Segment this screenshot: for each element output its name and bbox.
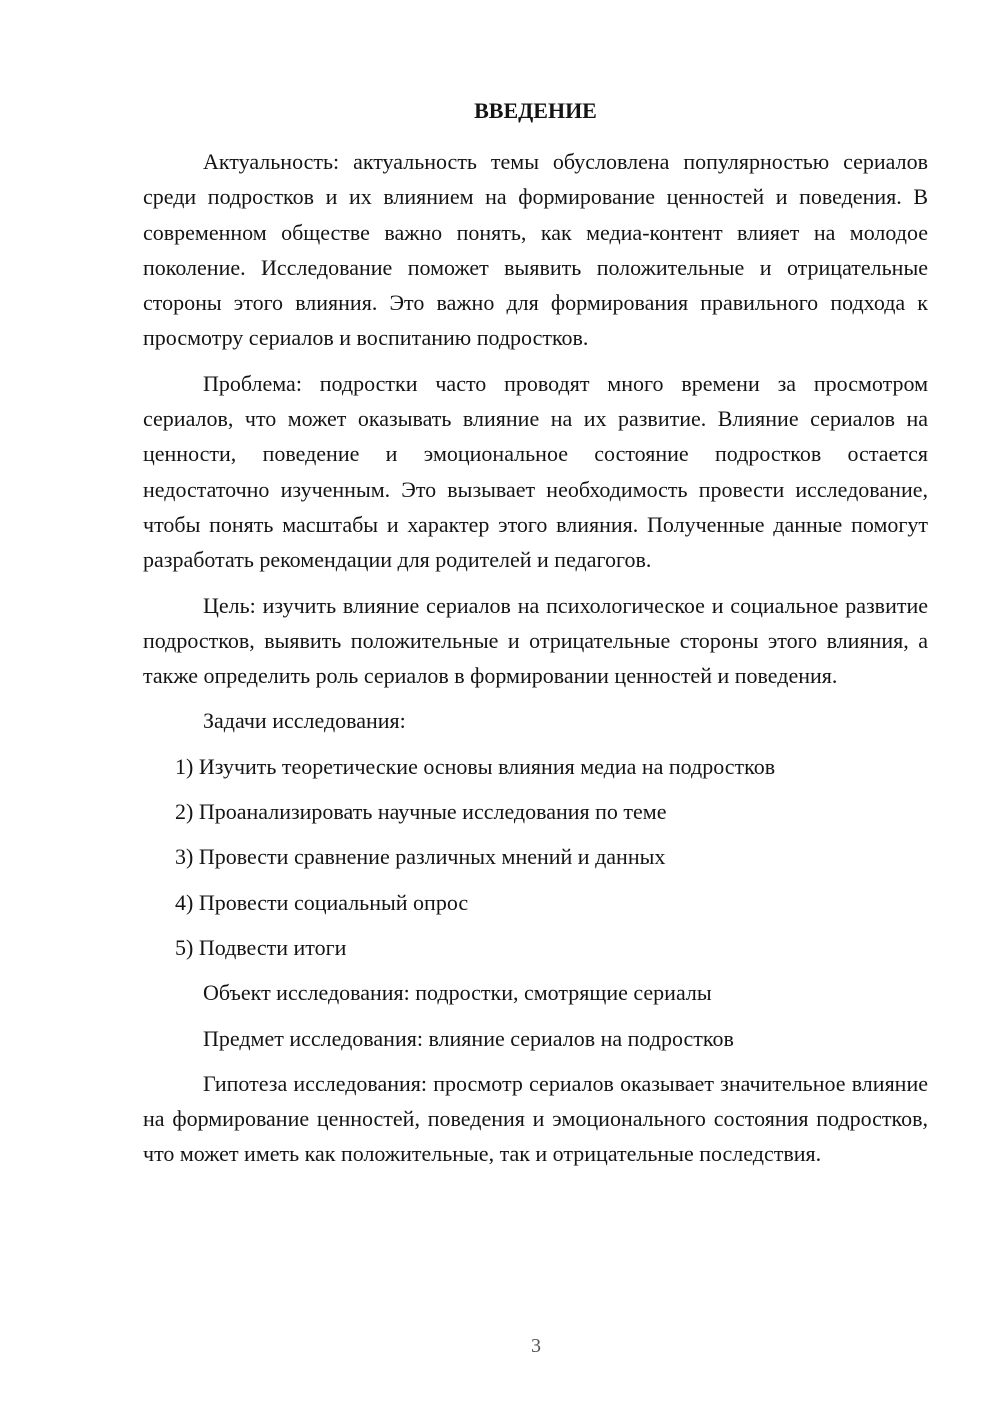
goal-paragraph: Цель: изучить влияние сериалов на психологическое и социальное развитие подростков, выявить положительные и отрицательные стороны этого влияния, а также определить роль сериалов в формировании ценностей и поведения. bbox=[143, 592, 928, 689]
list-item: 3) Провести сравнение различных мнений и данных bbox=[175, 844, 666, 870]
document-page bbox=[143, 95, 928, 1182]
page-number: 3 bbox=[531, 1335, 541, 1357]
hypothesis-paragraph: Гипотеза исследования: просмотр сериалов оказывает значительное влияние на формирование ценностей, поведения и эмоционального состояния подростков, что может иметь как положительные, так и отрицательные последствия. bbox=[143, 1070, 928, 1167]
list-item: 4) Провести социальный опрос bbox=[175, 889, 469, 915]
problem-paragraph: Проблема: подростки часто проводят много времени за просмотром сериалов, что может оказывать влияние на их развитие. Влияние сериалов на ценности, поведение и эмоциональное состояние подростков остается недостаточно изученным. Это вызывает необходимость провести исследование, чтобы понять масштабы и характер этого влияния. Полученные данные помогут разработать рекомендации для родителей и педагогов. bbox=[143, 370, 928, 573]
list-item: 1) Изучить теоретические основы влияния медиа на подростков bbox=[175, 753, 776, 779]
tasks-heading: Задачи исследования: bbox=[203, 708, 406, 734]
relevance-paragraph: Актуальность: актуальность темы обусловлена популярностью сериалов среди подростков и их влиянием на формирование ценностей и поведения. В современном обществе важно понять, как медиа-контент влияет на молодое поколение. Исследование поможет выявить положительные и отрицательные стороны этого влияния. Это важно для формирования правильного подхода к просмотру сериалов и воспитанию подростков. bbox=[143, 149, 928, 351]
tasks-list bbox=[143, 749, 928, 965]
list-item: 2) Проанализировать научные исследования по теме bbox=[175, 799, 667, 825]
research-object: Объект исследования: подростки, смотрящие сериалы bbox=[203, 980, 712, 1006]
section-title: ВВЕДЕНИЕ bbox=[474, 98, 597, 123]
research-subject: Предмет исследования: влияние сериалов на подростков bbox=[203, 1025, 734, 1051]
list-item: 5) Подвести итоги bbox=[175, 934, 347, 960]
